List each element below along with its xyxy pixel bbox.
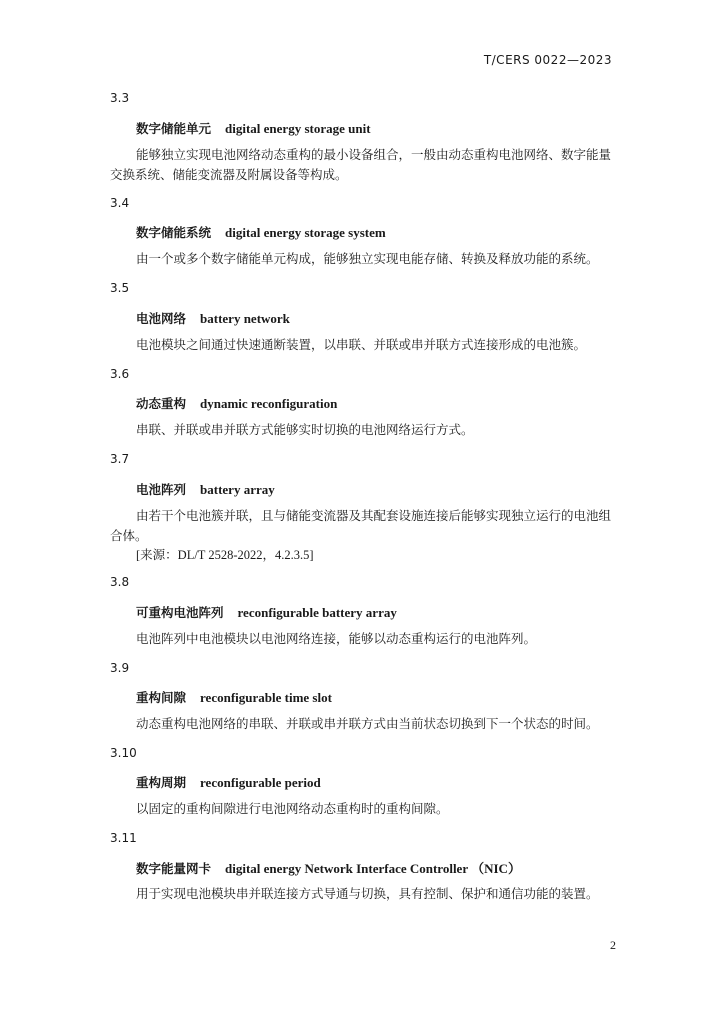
term-zh: 数字储能单元 [136, 121, 212, 136]
term-en: reconfigurable time slot [200, 690, 332, 705]
term-en: battery array [200, 482, 275, 497]
term-definition: 用于实现电池模块串并联连接方式导通与切换，具有控制、保护和通信功能的装置。 [136, 886, 599, 901]
clause-number: 3.4 [110, 196, 130, 210]
term-heading [136, 688, 332, 706]
term-en: digital energy storage unit [225, 121, 371, 136]
clause-number: 3.6 [110, 367, 130, 381]
term-definition: 电池阵列中电池模块以电池网络连接，能够以动态重构运行的电池阵列。 [136, 631, 537, 646]
term-heading [136, 394, 337, 412]
term-en: reconfigurable period [200, 775, 321, 790]
clause-number: 3.5 [110, 281, 130, 295]
term-definition: 由一个或多个数字储能单元构成，能够独立实现电能存储、转换及释放功能的系统。 [136, 251, 599, 266]
clause-number: 3.7 [110, 452, 130, 466]
term-en: reconfigurable battery array [237, 605, 397, 620]
term-source: [来源：DL/T 2528-2022，4.2.3.5] [136, 548, 314, 562]
term-zh: 电池网络 [136, 311, 187, 326]
term-heading [136, 480, 275, 498]
term-en: digital energy storage system [225, 225, 386, 240]
clause-number: 3.9 [110, 661, 130, 675]
term-zh: 电池阵列 [136, 482, 187, 497]
term-zh: 重构间隙 [136, 690, 187, 705]
term-zh: 数字能量网卡 [136, 861, 212, 876]
clause-number: 3.3 [110, 91, 130, 105]
term-zh: 数字储能系统 [136, 225, 212, 240]
term-zh: 动态重构 [136, 396, 187, 411]
term-zh: 重构周期 [136, 775, 187, 790]
term-definition: 由若干个电池簇并联，且与储能变流器及其配套设施连接后能够实现独立运行的电池组合体。 [110, 508, 612, 543]
term-heading [136, 773, 321, 791]
term-heading [136, 223, 386, 241]
term-definition: 串联、并联或串并联方式能够实时切换的电池网络运行方式。 [136, 422, 474, 437]
clause-number: 3.8 [110, 575, 130, 589]
term-definition: 能够独立实现电池网络动态重构的最小设备组合，一般由动态重构电池网络、数字能量交换系统、储能变流器及附属设备等构成。 [110, 147, 612, 182]
clause-number: 3.10 [110, 746, 137, 760]
term-heading [136, 309, 290, 327]
term-en: digital energy Network Interface Controller （NIC） [225, 861, 521, 876]
term-zh: 可重构电池阵列 [136, 605, 224, 620]
term-heading [136, 858, 521, 877]
term-heading [136, 603, 397, 621]
term-definition: 电池模块之间通过快速通断装置，以串联、并联或串并联方式连接形成的电池簇。 [136, 337, 587, 352]
term-definition: 以固定的重构间隙进行电池网络动态重构时的重构间隙。 [136, 801, 449, 816]
page-number: 2 [610, 938, 616, 952]
term-heading [136, 119, 371, 137]
term-en: battery network [200, 311, 290, 326]
document-id: T/CERS 0022—2023 [483, 53, 612, 67]
term-en: dynamic reconfiguration [200, 396, 338, 411]
clause-number: 3.11 [110, 831, 137, 845]
term-definition: 动态重构电池网络的串联、并联或串并联方式由当前状态切换到下一个状态的时间。 [136, 716, 599, 731]
